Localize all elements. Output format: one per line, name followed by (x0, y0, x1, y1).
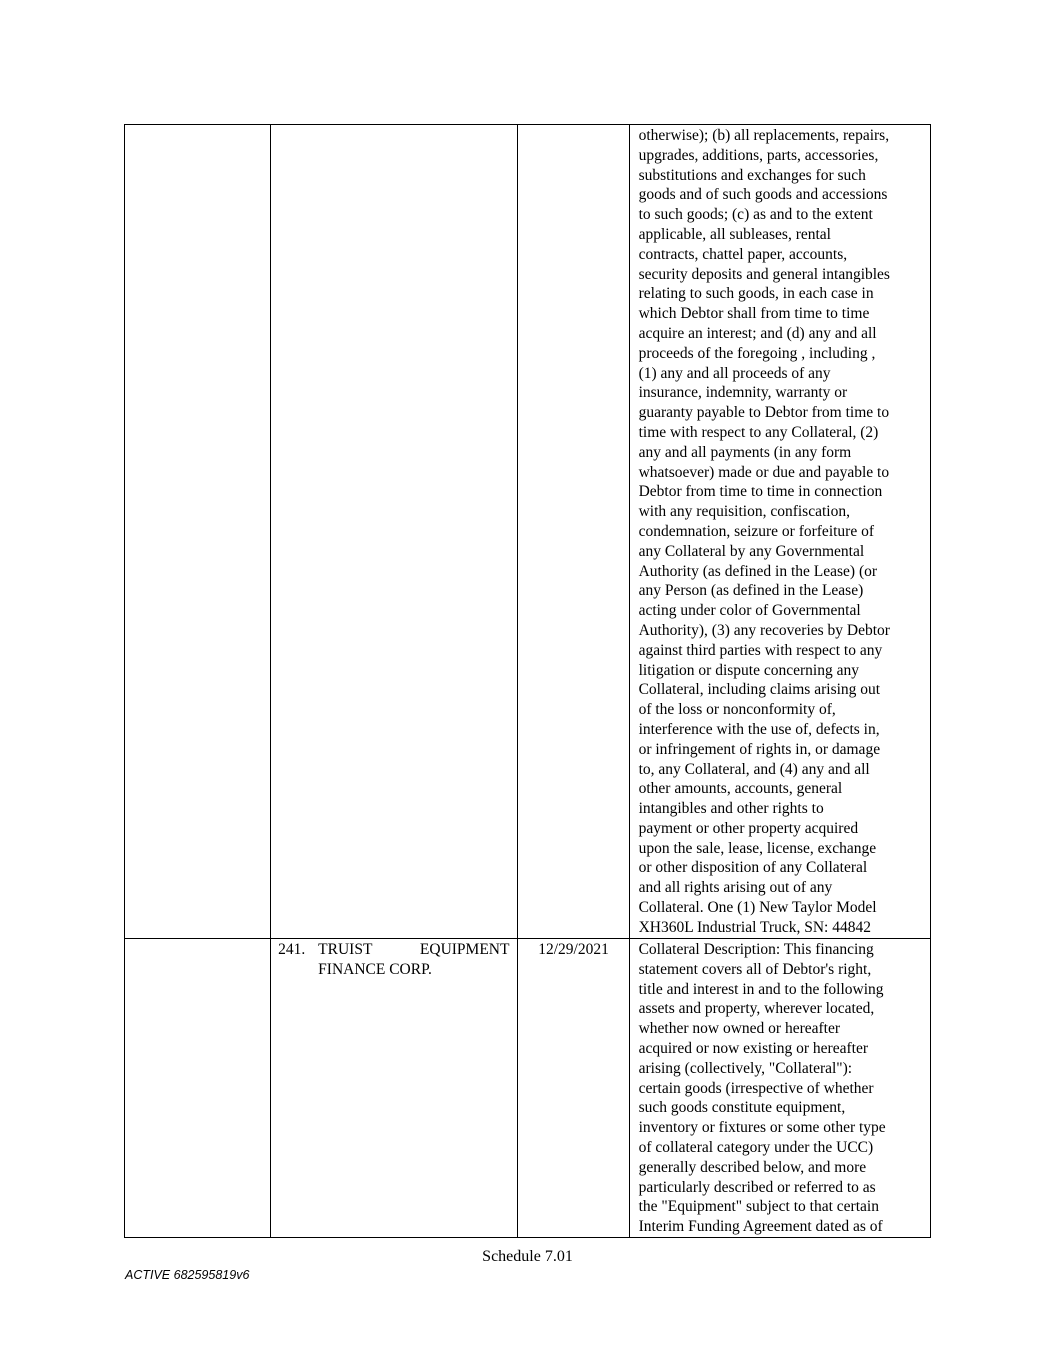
schedule-footer: Schedule 7.01 (482, 1248, 573, 1265)
filing-date-cell: 12/29/2021 (518, 939, 629, 1238)
secured-party-cell (271, 125, 518, 939)
filing-date-cell (518, 125, 629, 939)
entry-number: 241. (278, 941, 306, 958)
collateral-description-cell: otherwise); (b) all replacements, repairs, upgrades, additions, parts, accessories, substitutions and exchanges for such goods and of such goods and accessions to such goods; (c) as and to the extent applicable, all subleases, rental contracts, chattel paper, accounts, security deposits and general intangibles relating to such goods, in each case in which Debtor shall from time to time acquire an interest; and (d) any and all proceeds of the foregoing , including , (1) any and all proceeds of any insurance, indemnity, warranty or guaranty payable to Debtor from time to time with respect to any Collateral, (2) any and all payments (in any form whatsoever) made or due and payable to Debtor from time to time in connection with any requisition, confiscation, condemnation, seizure or forfeiture of any Collateral by any Governmental Authority (as defined in the Lease) (or any Person (as defined in the Lease) acting under color of Governmental Authority), (3) any recoveries by Debtor against third parties with respect to any litigation or dispute concerning any Collateral, including claims arising out of the loss or nonconformity of, interference with the use of, defects in, or infringement of rights in, or damage to, any Collateral, and (4) any and all other amounts, accounts, general intangibles and other rights to payment or other property acquired upon the sale, lease, license, exchange or other disposition of any Collateral and all rights arising out of any Collateral. One (1) New Taylor Model XH360L Industrial Truck, SN: 44842 (629, 125, 930, 939)
debtor-cell (125, 125, 271, 939)
secured-party-name-line1: TRUIST EQUIPMENT (318, 941, 510, 958)
table-row-241 (125, 939, 931, 1238)
table-row-continued (125, 125, 931, 939)
lien-schedule-table (124, 124, 931, 1238)
debtor-cell (125, 939, 271, 1238)
secured-party-name-line2: FINANCE CORP. (318, 960, 432, 978)
document-id: ACTIVE 682595819v6 (125, 1268, 250, 1282)
secured-party-cell (271, 939, 518, 1238)
collateral-description-cell: Collateral Description: This financing statement covers all of Debtor's right, title and interest in and to the following assets and property, wherever located, whether now owned or hereafter acquired or now existing or hereafter arising (collectively, "Collateral"): certain goods (irrespective of whether such goods constitute equipment, inventory or fixtures or some other type of collateral category under the UCC) generally described below, and more particularly described or referred to as the "Equipment" subject to that certain Interim Funding Agreement dated as of (629, 939, 930, 1238)
